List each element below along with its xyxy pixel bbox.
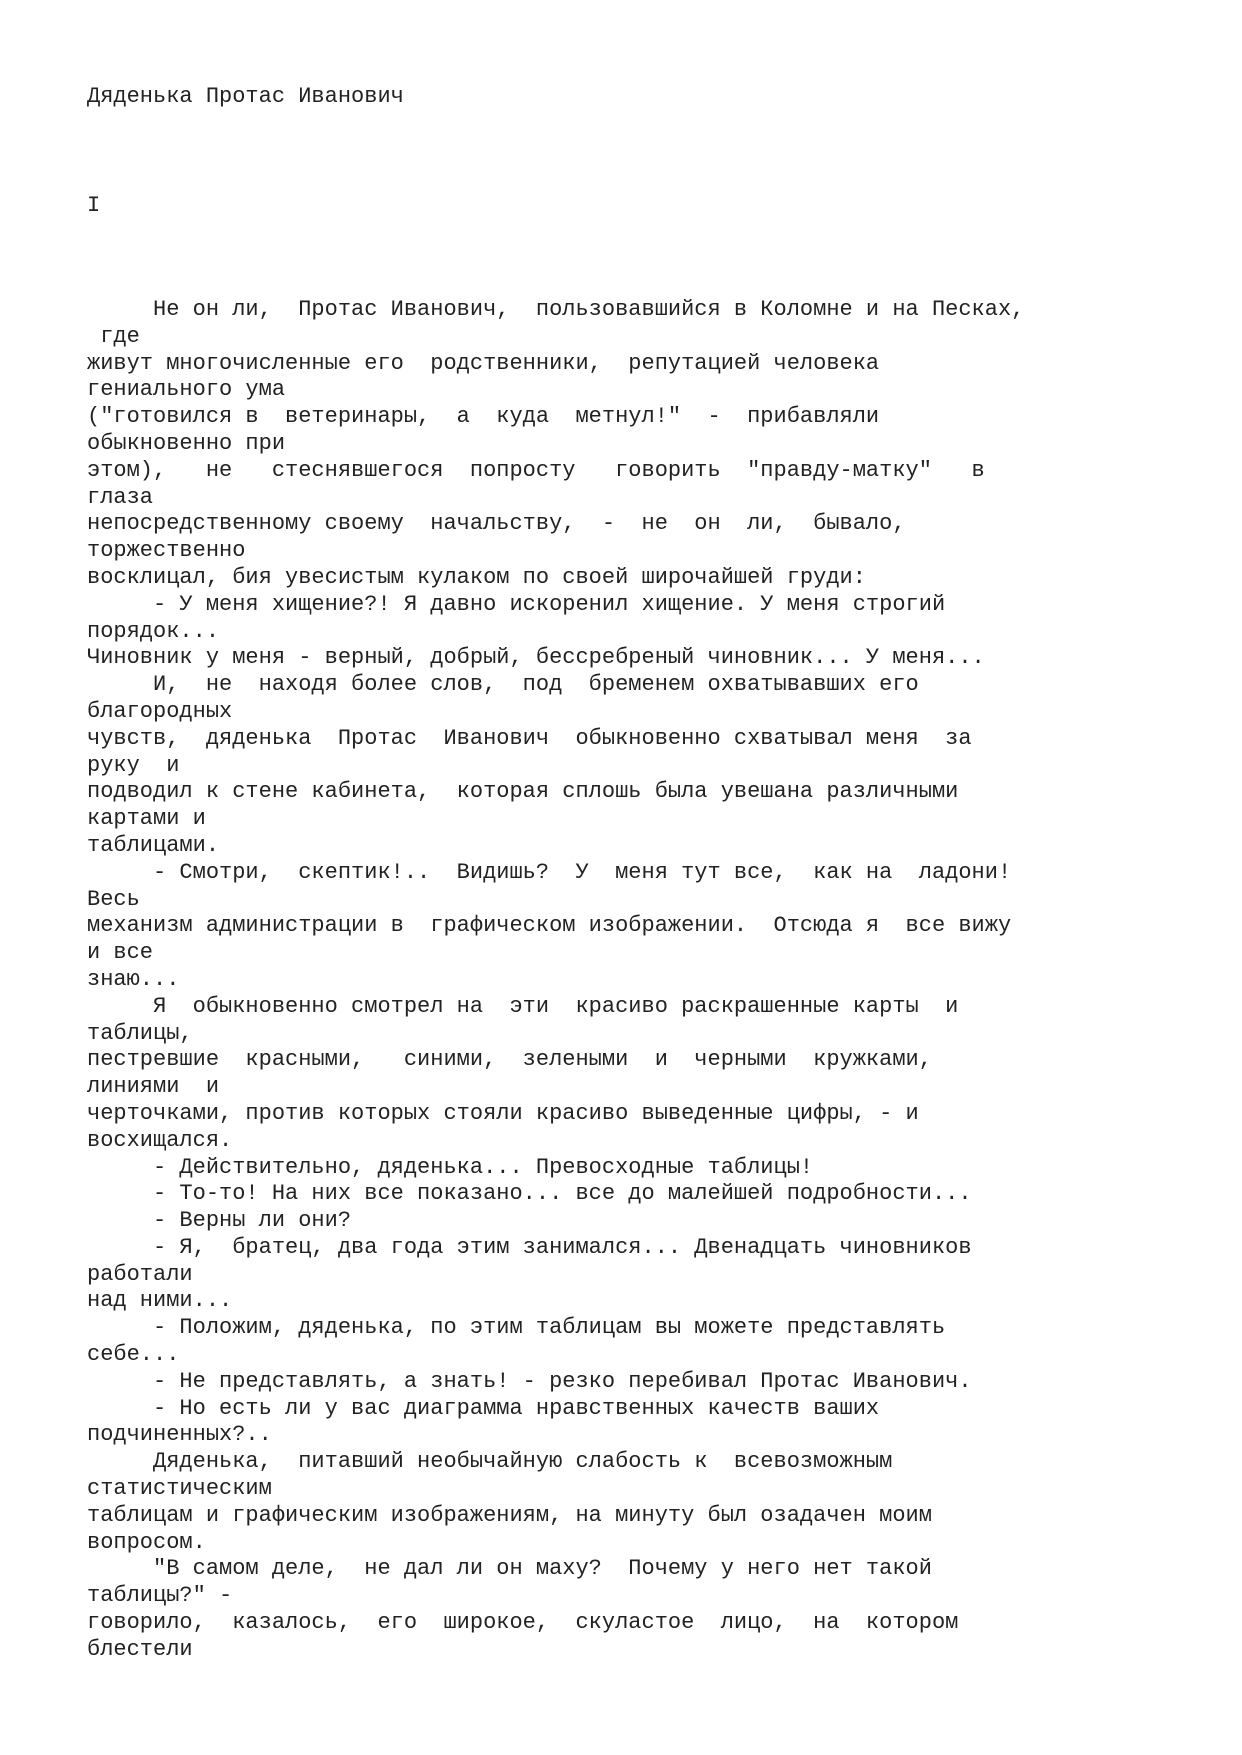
text-line: - Я, братец, два года этим занимался... Двенадцать чиновников [87, 1234, 972, 1260]
text-line: - Не представлять, а знать! - резко перебивал Протас Иванович. [87, 1368, 972, 1394]
text-line: Дяденька, питавший необычайную слабость к всевозможным [87, 1449, 893, 1475]
text-line: порядок... [87, 618, 220, 644]
body-text [87, 297, 1207, 1664]
text-line: восклицал, бия увесистым кулаком по своей широчайшей груди: [87, 564, 866, 590]
text-line: вопросом. [87, 1529, 206, 1555]
text-line: благородных [87, 698, 233, 724]
text-line: Я обыкновенно смотрел на эти красиво раскрашенные карты и [87, 993, 959, 1019]
text-line: восхищался. [87, 1127, 233, 1153]
document-title: Дяденька Протас Иванович [87, 84, 404, 109]
text-line: Не он ли, Протас Иванович, пользовавшийся в Коломне и на Песках, [87, 297, 1025, 322]
text-line: картами и [87, 806, 206, 832]
text-line: себе... [87, 1342, 180, 1368]
text-line: подводил к стене кабинета, которая сплошь была увешана различными [87, 779, 959, 805]
text-line: работали [87, 1261, 193, 1287]
text-line: живут многочисленные его родственники, репутацией человека [87, 350, 880, 376]
text-line: ("готовился в ветеринары, а куда метнул!" - прибавляли [87, 404, 880, 430]
text-line: где [87, 323, 140, 349]
text-line: - Положим, дяденька, по этим таблицам вы можете представлять [87, 1315, 946, 1341]
text-line: таблицы?" - [87, 1583, 233, 1609]
text-line: "В самом деле, не дал ли он маху? Почему у него нет такой [87, 1556, 932, 1582]
text-line: - То-то! На них все показано... все до малейшей подробности... [87, 1181, 972, 1207]
text-line: обыкновенно при [87, 430, 286, 456]
text-line: и все [87, 940, 154, 966]
text-line: подчиненных?.. [87, 1422, 272, 1448]
text-line: торжественно [87, 538, 246, 564]
text-line: И, не находя более слов, под бременем охватывавших его [87, 672, 919, 698]
text-line: этом), не стеснявшегося попросту говорить "правду-матку" в [87, 457, 985, 483]
text-line: - Но есть ли у вас диаграмма нравственных качеств ваших [87, 1395, 880, 1421]
text-line: глаза [87, 484, 154, 510]
text-line: говорило, казалось, его широкое, скуластое лицо, на котором [87, 1610, 959, 1636]
text-line: таблицами. [87, 832, 220, 858]
text-line: - Смотри, скептик!.. Видишь? У меня тут все, как на ладони! [87, 859, 1012, 885]
text-line: - Верны ли они? [87, 1208, 352, 1234]
text-line: Весь [87, 886, 140, 912]
text-line: таблицам и графическим изображениям, на минуту был озадачен моим [87, 1502, 932, 1528]
text-line: пестревшие красными, синими, зелеными и черными кружками, [87, 1047, 932, 1073]
text-line: чувств, дяденька Протас Иванович обыкновенно схватывал меня за [87, 725, 972, 751]
text-line: - У меня хищение?! Я давно искоренил хищение. У меня строгий [87, 591, 946, 617]
text-line: механизм администрации в графическом изображении. Отсюда я все вижу [87, 913, 1012, 939]
text-line: руку и [87, 752, 180, 778]
text-line: Чиновник у меня - верный, добрый, бессребреный чиновник... У меня... [87, 645, 985, 671]
text-line: черточками, против которых стояли красиво выведенные цифры, - и [87, 1100, 919, 1126]
text-line: статистическим [87, 1476, 272, 1502]
text-line: над ними... [87, 1288, 233, 1314]
chapter-number: I [87, 193, 101, 218]
text-line: - Действительно, дяденька... Превосходные таблицы! [87, 1154, 814, 1180]
text-line: блестели [87, 1636, 193, 1662]
text-line: линиями и [87, 1074, 220, 1100]
text-line: непосредственному своему начальству, - не он ли, бывало, [87, 511, 906, 537]
text-line: знаю... [87, 966, 180, 992]
text-line: таблицы, [87, 1020, 193, 1046]
text-line: гениального ума [87, 377, 286, 403]
